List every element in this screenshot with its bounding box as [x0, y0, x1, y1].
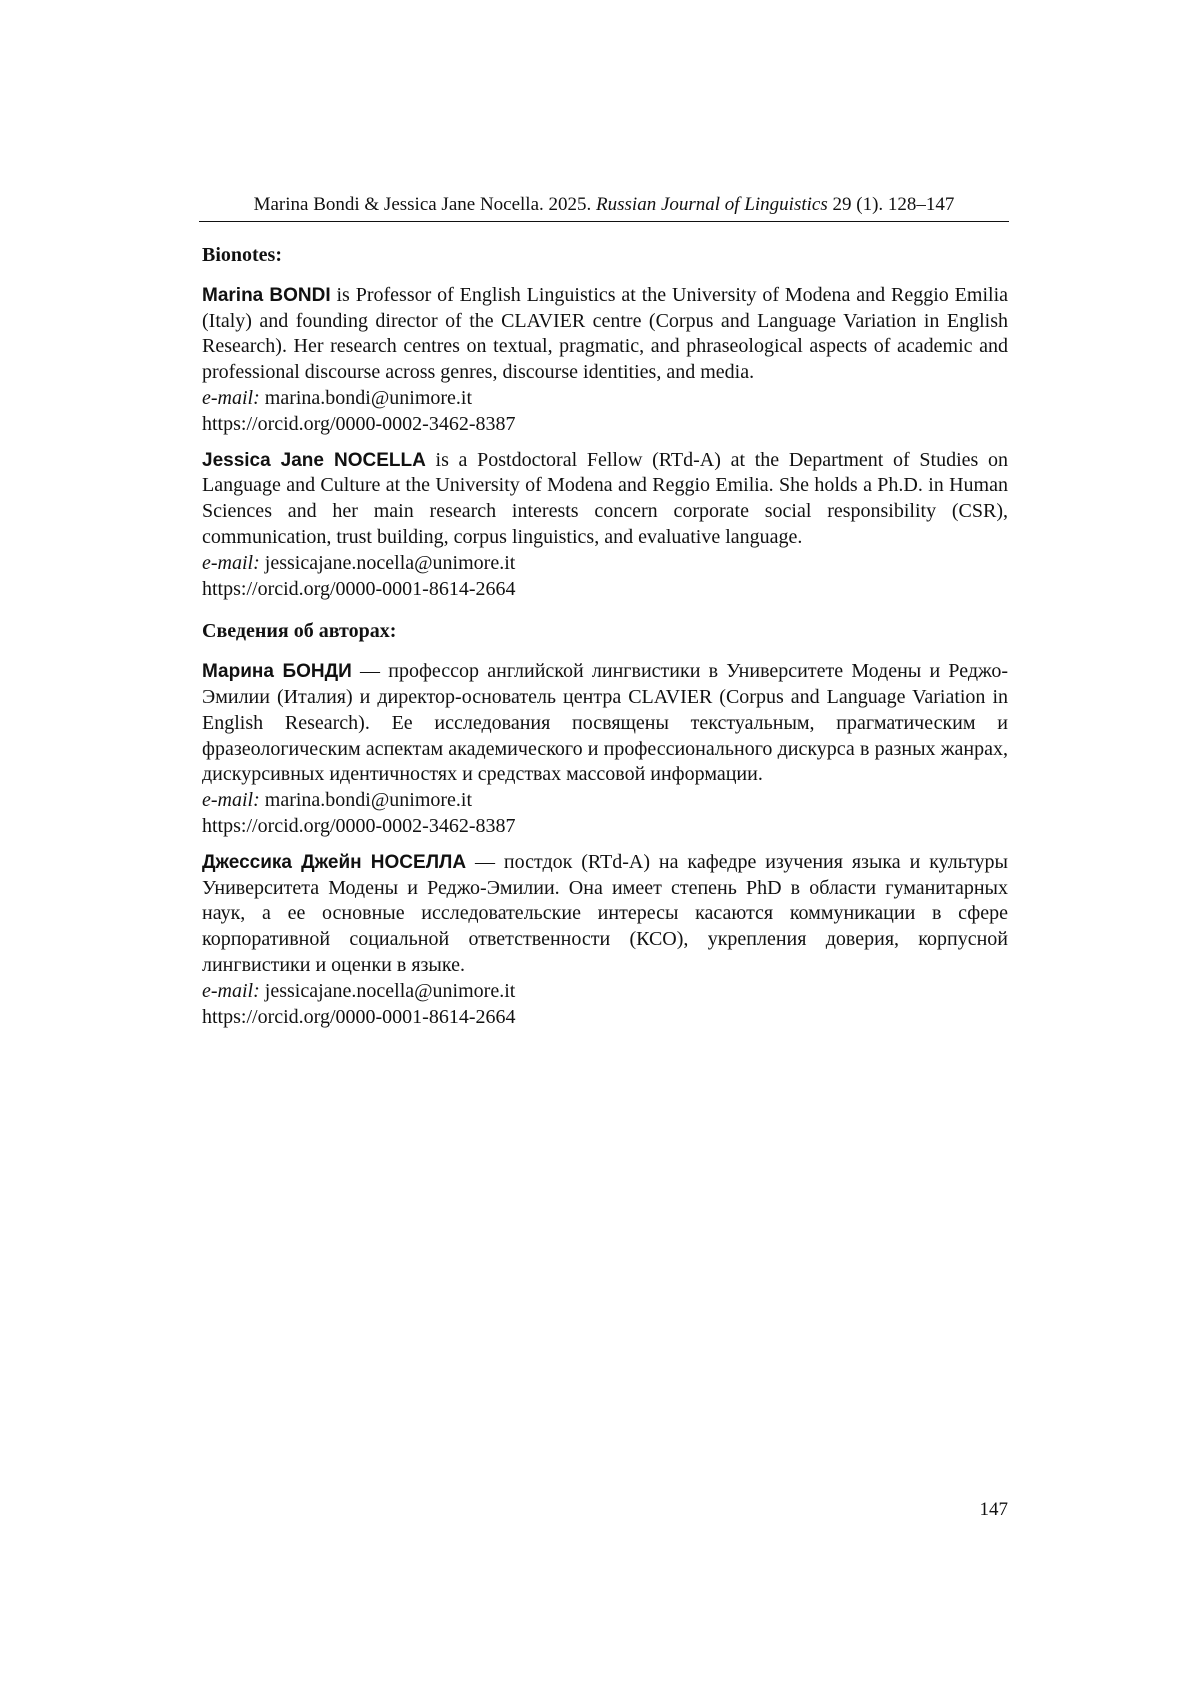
author-name: Марина БОНДИ	[202, 661, 352, 683]
header-volume-pages: 29 (1). 128–147	[832, 194, 955, 215]
bio-paragraph	[202, 659, 1008, 788]
bio-text: is a Postdoctoral Fellow (RTd-A) at the Department of Studies on Language and Culture at the University of Modena and Reggio Emilia. She holds a Ph.D. in Human Sciences and her main research interests concern corporate social responsibility (CSR), communication, trust building, corpus linguistics, and evaluative language.	[202, 448, 1008, 548]
orcid-link: https://orcid.org/0000-0002-3462-8387	[202, 814, 516, 837]
authors-info-heading: Сведения об авторах:	[202, 620, 397, 643]
running-header	[199, 193, 1009, 217]
author-name: Marina BONDI	[202, 284, 331, 306]
bio-text: — постдок (RTd-A) на кафедре изучения языка и культуры Университета Модены и Реджо-Эмилии. Она имеет степень PhD в области гуманитарных наук, а ее основные исследовательские интересы касаются коммуникации в сфере корпоративной социальной ответственности (КСО), укрепления доверия, корпусной лингвистики и оценки в языке.	[202, 850, 1008, 976]
email-address: jessicajane.nocella@unimore.it	[264, 979, 516, 1002]
orcid-link: https://orcid.org/0000-0001-8614-2664	[202, 577, 516, 600]
bio-en-bondi	[202, 283, 1008, 438]
bio-text: is Professor of English Linguistics at the University of Modena and Reggio Emilia (Italy) and founding director of the CLAVIER centre (Corpus and Language Variation in English Research). Her research centres on textual, pragmatic, and phraseological aspects of academic and professional discourse across genres, discourse identities, and media.	[202, 283, 1009, 384]
bio-paragraph	[202, 448, 1008, 551]
email-address: jessicajane.nocella@unimore.it	[264, 551, 516, 574]
email-line	[202, 788, 1008, 814]
bio-paragraph	[202, 283, 1008, 386]
bio-ru-bondi	[202, 659, 1008, 840]
orcid-link: https://orcid.org/0000-0001-8614-2664	[202, 1005, 516, 1028]
bio-paragraph	[202, 850, 1008, 979]
header-authors-year: Marina Bondi & Jessica Jane Nocella. 2025.	[253, 194, 592, 215]
email-line	[202, 979, 1008, 1005]
author-name: Джессика Джейн НОСЕЛЛА	[202, 851, 467, 873]
bio-ru-nocella	[202, 850, 1008, 1031]
bionotes-heading: Bionotes:	[202, 244, 282, 266]
email-label: e-mail:	[202, 386, 260, 409]
orcid-link: https://orcid.org/0000-0002-3462-8387	[202, 412, 516, 435]
page-number: 147	[979, 1499, 1008, 1520]
email-line	[202, 386, 1008, 412]
email-label: e-mail:	[202, 979, 260, 1002]
email-line	[202, 551, 1008, 577]
header-journal-title: Russian Journal of Linguistics	[596, 194, 828, 215]
header-rule	[199, 221, 1009, 222]
email-label: e-mail:	[202, 551, 260, 574]
bio-text: — профессор английской лингвистики в Университете Модены и Реджо-Эмилии (Италия) и директор-основатель центра CLAVIER (Corpus and Language Variation in English Research). Ее исследования посвящены текстуальным, прагматическим и фразеологическим аспектам академического и профессионального дискурса в разных жанрах, дискурсивных идентичностях и средствах массовой информации.	[202, 660, 1008, 786]
email-address: marina.bondi@unimore.it	[264, 386, 473, 409]
author-name: Jessica Jane NOCELLA	[202, 449, 426, 471]
email-label: e-mail:	[202, 789, 260, 812]
email-address: marina.bondi@unimore.it	[264, 789, 473, 812]
bio-en-nocella	[202, 448, 1008, 603]
page-content	[202, 243, 1008, 1040]
